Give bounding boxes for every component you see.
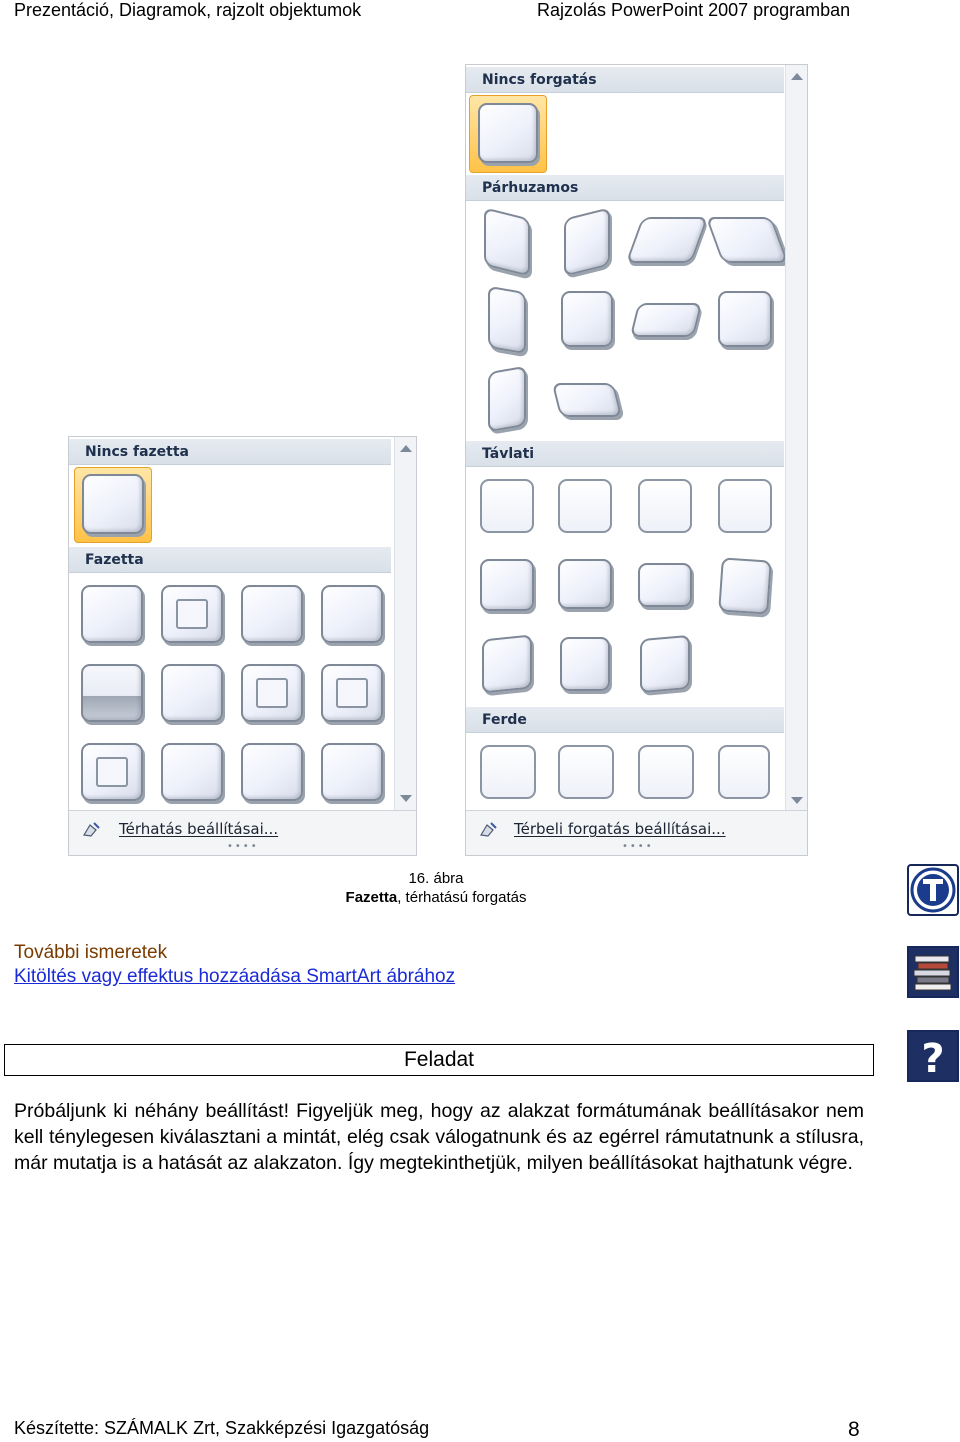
- bevel-gallery: [68, 436, 417, 856]
- page-number: 8: [848, 1418, 860, 1441]
- rotation-option-perspective-heroic-right[interactable]: [640, 635, 690, 693]
- rotation-option-off-axis-1-left[interactable]: [561, 291, 613, 347]
- rotation-gallery: [465, 64, 808, 856]
- bevel-option-slope[interactable]: [321, 664, 383, 722]
- bevel-option-cross[interactable]: [241, 585, 303, 643]
- rotation-option-perspective-front[interactable]: [480, 479, 534, 533]
- rotation-option-oblique-top-left[interactable]: [480, 745, 536, 799]
- bevel-option-relaxed-inset[interactable]: [161, 585, 223, 643]
- rotation-option-isometric-left-down[interactable]: [484, 207, 530, 276]
- section-header-perspective: Távlati: [466, 441, 784, 467]
- rotation-option-off-axis-2-left[interactable]: [488, 366, 526, 433]
- books-icon[interactable]: [907, 946, 959, 998]
- bevel-option-divot[interactable]: [81, 743, 143, 801]
- caption-bold: Fazetta: [345, 889, 398, 906]
- section-header-no-bevel: Nincs fazetta: [69, 439, 391, 465]
- rotation-option-perspective-relaxed[interactable]: [558, 559, 612, 609]
- rotation-option-isometric-right-up[interactable]: [564, 207, 610, 276]
- question-icon[interactable]: [907, 1030, 959, 1082]
- bevel-option-none[interactable]: [82, 474, 144, 534]
- rotation-option-oblique-top-right[interactable]: [558, 745, 614, 799]
- scroll-down-arrow-icon[interactable]: [791, 797, 803, 804]
- task-text: Próbáljunk ki néhány beállítást! Figyeljük meg, hogy az alakzat formátumának beállításakor nem kell ténylegesen kiválasztani a mintát, elég csak válogatnunk és az egérrel rámutatnunk a stílusra, már mutatja is a hatását az alakzaton. Így megtekinthetjük, milyen beállításokat hajthatunk végre.: [14, 1100, 864, 1174]
- section-header-parallel: Párhuzamos: [466, 175, 784, 201]
- rotation-option-oblique-bottom-left[interactable]: [638, 745, 694, 799]
- rotation-option-off-axis-1-top[interactable]: [718, 291, 772, 347]
- bevel-option-art-deco[interactable]: [321, 743, 383, 801]
- figure-caption: [236, 889, 636, 906]
- rotation-option-off-axis-2-right[interactable]: [552, 383, 622, 417]
- scroll-down-arrow-icon[interactable]: [400, 795, 412, 802]
- bevel-options-bar[interactable]: [69, 810, 416, 855]
- format-shape-icon: [81, 821, 101, 839]
- rotation-option-perspective-contrasting-right[interactable]: [482, 634, 532, 693]
- theory-icon[interactable]: [907, 864, 959, 916]
- more-info-title: További ismeretek: [14, 942, 168, 963]
- section-header-bevel: Fazetta: [69, 547, 391, 573]
- rotation-option-isometric-bottom-up[interactable]: [488, 286, 526, 355]
- resize-grip-icon[interactable]: ••••: [622, 841, 654, 852]
- rotation-option-off-axis-1-right[interactable]: [630, 303, 702, 337]
- rotation-option-perspective-heroic-left[interactable]: [560, 637, 610, 691]
- rotation-option-perspective-relaxed-moderately[interactable]: [638, 563, 692, 607]
- smartart-help-link[interactable]: Kitöltés vagy effektus hozzáadása SmartArt ábrához: [14, 966, 456, 987]
- rotation-option-perspective-above[interactable]: [480, 559, 534, 611]
- page-footer-author: Készítette: SZÁMALK Zrt, Szakképzési Igazgatóság: [14, 1418, 430, 1438]
- bevel-option-angle[interactable]: [81, 664, 143, 722]
- gallery-scrollbar[interactable]: [394, 437, 416, 812]
- rotation-options-link[interactable]: Térbeli forgatás beállításai...: [514, 820, 726, 838]
- bevel-option-hard-edge[interactable]: [241, 743, 303, 801]
- bevel-options-link[interactable]: Térhatás beállításai...: [119, 820, 279, 838]
- caption-rest: , térhatású forgatás: [397, 889, 527, 906]
- section-header-oblique: Ferde: [466, 707, 784, 733]
- rotation-option-oblique-bottom-right[interactable]: [718, 745, 770, 799]
- bevel-option-convex[interactable]: [241, 664, 303, 722]
- bevel-option-riblet[interactable]: [161, 743, 223, 801]
- resize-grip-icon[interactable]: ••••: [227, 841, 259, 852]
- rotation-option-none[interactable]: [478, 103, 538, 163]
- rotation-option-isometric-top-up[interactable]: [626, 217, 709, 263]
- bevel-option-cool-slant[interactable]: [321, 585, 383, 643]
- rotation-options-bar[interactable]: [466, 810, 807, 855]
- figure-number: 16. ábra: [408, 870, 464, 887]
- bevel-option-soft-round[interactable]: [161, 664, 223, 722]
- gallery-scrollbar[interactable]: [785, 65, 807, 813]
- rotation-option-perspective-left[interactable]: [558, 479, 612, 533]
- svg-text:?: ?: [921, 1036, 945, 1080]
- rotation-option-perspective-contrasting-left[interactable]: [718, 557, 772, 614]
- scroll-up-arrow-icon[interactable]: [791, 73, 803, 80]
- format-shape-icon: [478, 821, 498, 839]
- task-title-box: Feladat: [4, 1044, 874, 1076]
- rotation-option-perspective-right[interactable]: [638, 479, 692, 533]
- rotation-option-isometric-top-down[interactable]: [706, 217, 789, 263]
- section-header-no-rotation: Nincs forgatás: [466, 67, 784, 93]
- bevel-option-circle[interactable]: [81, 585, 143, 643]
- running-header-left: Prezentáció, Diagramok, rajzolt objektumok: [14, 0, 362, 20]
- rotation-option-perspective-below[interactable]: [718, 479, 772, 533]
- scroll-up-arrow-icon[interactable]: [400, 445, 412, 452]
- running-header-right: Rajzolás PowerPoint 2007 programban: [537, 0, 851, 20]
